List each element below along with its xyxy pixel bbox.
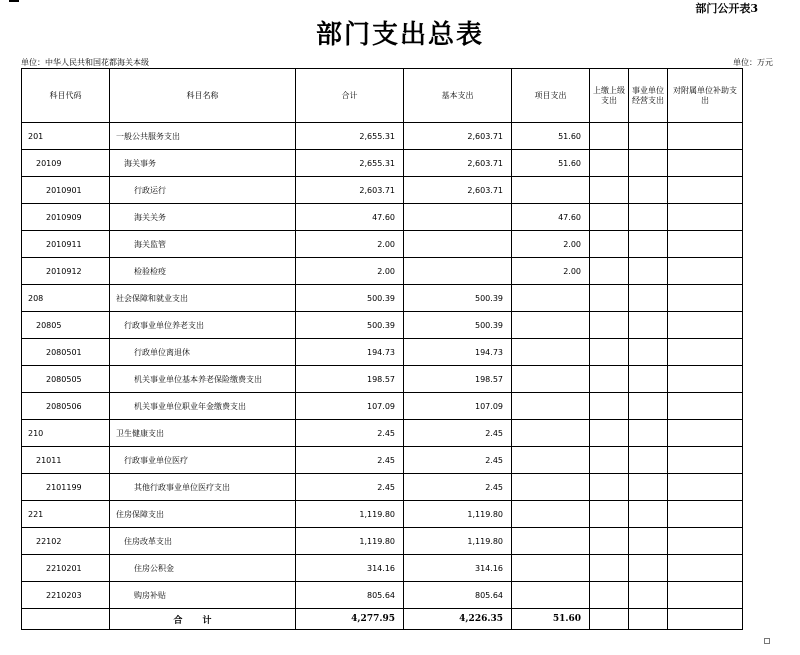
cell-subsidiary-subsidy [668, 339, 743, 366]
cell-remit-upper [590, 258, 629, 285]
cell-remit-upper [590, 231, 629, 258]
table-row [22, 339, 743, 366]
table-row [22, 528, 743, 555]
cell-subsidiary-subsidy [668, 231, 743, 258]
cell-business-operation [629, 528, 668, 555]
header-remit-upper: 上缴上级支出 [590, 69, 629, 123]
total-sum: 4,277.95 [296, 609, 404, 630]
cell-code: 208 [22, 285, 110, 312]
header-subsidiary-subsidy: 对附属单位补助支出 [668, 69, 743, 123]
cell-name: 机关事业单位基本养老保险缴费支出 [110, 366, 296, 393]
table-row [22, 258, 743, 285]
cell-name: 行政运行 [110, 177, 296, 204]
cell-project [512, 528, 590, 555]
cell-total: 314.16 [296, 555, 404, 582]
cell-business-operation [629, 150, 668, 177]
table-row [22, 312, 743, 339]
cell-name: 行政单位离退休 [110, 339, 296, 366]
table-row [22, 582, 743, 609]
cell-basic: 1,119.80 [404, 528, 512, 555]
cell-name: 海关监管 [110, 231, 296, 258]
cell-basic: 2,603.71 [404, 123, 512, 150]
cell-basic [404, 258, 512, 285]
cell-name: 海关关务 [110, 204, 296, 231]
header-business-operation: 事业单位经营支出 [629, 69, 668, 123]
cell-total: 2.45 [296, 420, 404, 447]
cell-subsidiary-subsidy [668, 150, 743, 177]
cell-basic: 2.45 [404, 420, 512, 447]
cell-name: 一般公共服务支出 [110, 123, 296, 150]
cell-remit-upper [590, 393, 629, 420]
total-project: 51.60 [512, 609, 590, 630]
cell-subsidiary-subsidy [668, 528, 743, 555]
cell-subsidiary-subsidy [668, 366, 743, 393]
table-row [22, 474, 743, 501]
cell-project: 51.60 [512, 123, 590, 150]
table-row [22, 204, 743, 231]
cell-name: 检验检疫 [110, 258, 296, 285]
cell-project [512, 393, 590, 420]
cell-remit-upper [590, 339, 629, 366]
cell-basic: 107.09 [404, 393, 512, 420]
cell-code: 210 [22, 420, 110, 447]
cell-basic: 2.45 [404, 474, 512, 501]
cell-subsidiary-subsidy [668, 393, 743, 420]
cell-name: 卫生健康支出 [110, 420, 296, 447]
organization-unit: 单位：中华人民共和国花都海关本级 [21, 58, 149, 67]
cell-remit-upper [590, 501, 629, 528]
header-project: 项目支出 [512, 69, 590, 123]
cell-code: 22102 [22, 528, 110, 555]
cell-total: 2,603.71 [296, 177, 404, 204]
cell-remit-upper [590, 177, 629, 204]
cell-business-operation [629, 555, 668, 582]
table-row [22, 123, 743, 150]
cell-subsidiary-subsidy [668, 582, 743, 609]
cell-business-operation [629, 366, 668, 393]
header-name: 科目名称 [110, 69, 296, 123]
cell-code: 201 [22, 123, 110, 150]
cell-code: 2210203 [22, 582, 110, 609]
cell-business-operation [629, 501, 668, 528]
cell-project [512, 285, 590, 312]
cell-remit-upper [590, 555, 629, 582]
cell-code: 221 [22, 501, 110, 528]
cell-subsidiary-subsidy [668, 501, 743, 528]
cell-total: 500.39 [296, 285, 404, 312]
total-remit-upper [590, 609, 629, 630]
cell-name: 社会保障和就业支出 [110, 285, 296, 312]
cell-remit-upper [590, 447, 629, 474]
cell-code: 2101199 [22, 474, 110, 501]
cell-code: 2080505 [22, 366, 110, 393]
cell-name: 住房保障支出 [110, 501, 296, 528]
cell-code: 2010911 [22, 231, 110, 258]
currency-unit: 单位：万元 [733, 58, 773, 67]
cell-basic: 198.57 [404, 366, 512, 393]
cell-total: 2.45 [296, 447, 404, 474]
total-row [22, 609, 743, 630]
cell-business-operation [629, 393, 668, 420]
total-basic: 4,226.35 [404, 609, 512, 630]
cell-subsidiary-subsidy [668, 312, 743, 339]
cell-remit-upper [590, 123, 629, 150]
cell-total: 1,119.80 [296, 501, 404, 528]
table-row [22, 501, 743, 528]
cell-basic: 194.73 [404, 339, 512, 366]
cell-total: 1,119.80 [296, 528, 404, 555]
header-code: 科目代码 [22, 69, 110, 123]
cell-remit-upper [590, 366, 629, 393]
cell-total: 2.00 [296, 231, 404, 258]
total-subsidiary-subsidy [668, 609, 743, 630]
cell-name: 机关事业单位职业年金缴费支出 [110, 393, 296, 420]
cell-project: 2.00 [512, 231, 590, 258]
cell-business-operation [629, 285, 668, 312]
cell-total: 2.00 [296, 258, 404, 285]
cell-project [512, 447, 590, 474]
cell-name: 其他行政事业单位医疗支出 [110, 474, 296, 501]
cell-remit-upper [590, 204, 629, 231]
cell-remit-upper [590, 528, 629, 555]
total-business-operation [629, 609, 668, 630]
cell-code: 2080501 [22, 339, 110, 366]
cell-name: 住房公积金 [110, 555, 296, 582]
cell-business-operation [629, 258, 668, 285]
cell-subsidiary-subsidy [668, 420, 743, 447]
cell-project [512, 366, 590, 393]
cell-total: 107.09 [296, 393, 404, 420]
cell-code: 21011 [22, 447, 110, 474]
cell-basic [404, 204, 512, 231]
cell-code: 2080506 [22, 393, 110, 420]
table-row [22, 420, 743, 447]
cell-remit-upper [590, 582, 629, 609]
cell-project [512, 339, 590, 366]
cell-total: 47.60 [296, 204, 404, 231]
page-title: 部门支出总表 [315, 20, 484, 50]
cell-subsidiary-subsidy [668, 555, 743, 582]
cell-code: 2210201 [22, 555, 110, 582]
cell-basic: 2,603.71 [404, 150, 512, 177]
cell-business-operation [629, 474, 668, 501]
cell-basic: 500.39 [404, 312, 512, 339]
cell-basic: 2.45 [404, 447, 512, 474]
cell-name: 住房改革支出 [110, 528, 296, 555]
total-code-cell [22, 609, 110, 630]
table-row [22, 393, 743, 420]
cell-total: 2,655.31 [296, 150, 404, 177]
cell-business-operation [629, 123, 668, 150]
expenditure-table [21, 68, 743, 630]
cell-project [512, 420, 590, 447]
cell-basic: 500.39 [404, 285, 512, 312]
cell-business-operation [629, 420, 668, 447]
header-total: 合计 [296, 69, 404, 123]
cell-remit-upper [590, 312, 629, 339]
cell-subsidiary-subsidy [668, 474, 743, 501]
cell-code: 2010909 [22, 204, 110, 231]
cell-subsidiary-subsidy [668, 177, 743, 204]
table-row [22, 177, 743, 204]
cell-subsidiary-subsidy [668, 204, 743, 231]
cell-project [512, 474, 590, 501]
cell-remit-upper [590, 420, 629, 447]
cell-code: 20109 [22, 150, 110, 177]
table-header-row [22, 69, 743, 123]
table-row [22, 447, 743, 474]
cell-total: 198.57 [296, 366, 404, 393]
table-row [22, 150, 743, 177]
cell-basic: 2,603.71 [404, 177, 512, 204]
table-row [22, 555, 743, 582]
cell-total: 2.45 [296, 474, 404, 501]
cell-name: 行政事业单位养老支出 [110, 312, 296, 339]
total-label: 合计 [110, 609, 296, 630]
table-row [22, 285, 743, 312]
cell-basic [404, 231, 512, 258]
cell-code: 2010912 [22, 258, 110, 285]
cell-remit-upper [590, 474, 629, 501]
cell-subsidiary-subsidy [668, 447, 743, 474]
cell-business-operation [629, 204, 668, 231]
cell-business-operation [629, 312, 668, 339]
end-mark [764, 638, 770, 644]
cell-code: 2010901 [22, 177, 110, 204]
cell-name: 海关事务 [110, 150, 296, 177]
cell-project [512, 555, 590, 582]
cell-business-operation [629, 231, 668, 258]
table-row [22, 231, 743, 258]
header-basic: 基本支出 [404, 69, 512, 123]
corner-mark [9, 0, 19, 2]
cell-project [512, 177, 590, 204]
cell-code: 20805 [22, 312, 110, 339]
document-code: 部门公开表3 [695, 2, 758, 15]
cell-subsidiary-subsidy [668, 258, 743, 285]
cell-total: 194.73 [296, 339, 404, 366]
cell-name: 行政事业单位医疗 [110, 447, 296, 474]
cell-business-operation [629, 582, 668, 609]
cell-project: 51.60 [512, 150, 590, 177]
cell-project: 2.00 [512, 258, 590, 285]
cell-basic: 805.64 [404, 582, 512, 609]
cell-basic: 314.16 [404, 555, 512, 582]
cell-name: 购房补贴 [110, 582, 296, 609]
cell-remit-upper [590, 150, 629, 177]
cell-project [512, 501, 590, 528]
cell-basic: 1,119.80 [404, 501, 512, 528]
cell-business-operation [629, 177, 668, 204]
cell-project: 47.60 [512, 204, 590, 231]
cell-remit-upper [590, 285, 629, 312]
cell-project [512, 582, 590, 609]
cell-subsidiary-subsidy [668, 285, 743, 312]
cell-total: 500.39 [296, 312, 404, 339]
cell-business-operation [629, 447, 668, 474]
cell-business-operation [629, 339, 668, 366]
table-row [22, 366, 743, 393]
cell-total: 805.64 [296, 582, 404, 609]
cell-total: 2,655.31 [296, 123, 404, 150]
cell-subsidiary-subsidy [668, 123, 743, 150]
cell-project [512, 312, 590, 339]
